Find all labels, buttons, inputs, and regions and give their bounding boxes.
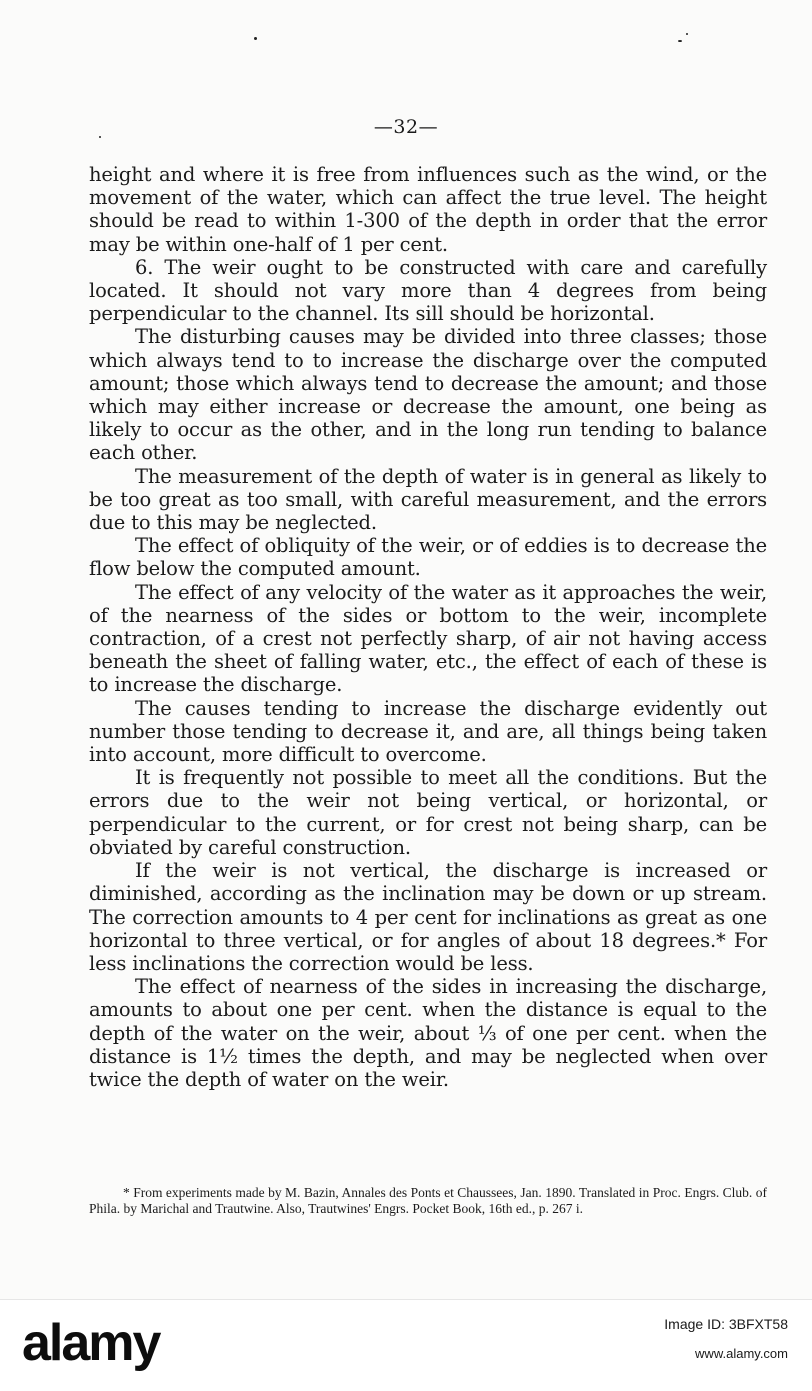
- watermark-banner: [0, 1299, 812, 1391]
- alamy-logo: [22, 1312, 198, 1376]
- paragraph: The effect of any velocity of the water as it approaches the weir, of the nearness of the sides or bottom to the weir, incomplete contraction, of a crest not perfectly sharp, of air not having access beneath the sheet of falling water, etc., the effect of each of these is to increase the discharge.: [89, 580, 767, 697]
- body-text: [89, 163, 767, 1091]
- image-id: Image ID: 3BFXT58: [664, 1316, 788, 1332]
- paragraph: height and where it is free from influences such as the wind, or the movement of the water, which can affect the true level. The height should be read to within 1-300 of the depth in order that the error may be within one-half of 1 per cent.: [89, 163, 767, 256]
- paragraph: The disturbing causes may be divided into three classes; those which always tend to to increase the discharge over the computed amount; those which always tend to decrease the amount; and those which may either increase or decrease the amount, one being as likely to occur as the other, and in the long run tending to balance each other.: [89, 325, 767, 465]
- paragraph: 6. The weir ought to be constructed with care and carefully located. It should not vary more than 4 degrees from being perpendicular to the channel. Its sill should be horizontal.: [89, 255, 767, 326]
- scan-speck: [678, 40, 682, 42]
- page-number: —32—: [373, 116, 439, 138]
- paragraph: The causes tending to increase the discharge evidently out number those tending to decrease it, and are, all things being taken into account, more difficult to overcome.: [89, 696, 767, 767]
- footnote-text: * From experiments made by M. Bazin, Annales des Ponts et Chaussees, Jan. 1890. Translated in Proc. Engrs. Club. of Phila. by Marichal and Trautwine. Also, Trautwines' Engrs. Pocket Book, 16th ed., p. 267 i.: [89, 1185, 767, 1216]
- paragraph: The effect of nearness of the sides in increasing the discharge, amounts to about one per cent. when the distance is equal to the depth of the water on the weir, about ⅓ of one per cent. when the distance is 1½ times the depth, and may be neglected when over twice the depth of water on the weir.: [89, 975, 767, 1091]
- paragraph: If the weir is not vertical, the discharge is increased or diminished, according as the inclination may be down or up stream. The correction amounts to 4 per cent for inclinations as great as one horizontal to three vertical, or for angles of about 18 degrees.* For less inclinations the correction would be less.: [89, 859, 767, 975]
- scan-speck: [254, 37, 257, 40]
- alamy-logo-text: alamy: [22, 1314, 160, 1372]
- scan-speck: [686, 33, 688, 35]
- paragraph: It is frequently not possible to meet all the conditions. But the errors due to the weir not being vertical, or horizontal, or perpendicular to the current, or for crest not being sharp, can be obviated by careful construction.: [89, 766, 767, 859]
- footnote: [89, 1185, 767, 1217]
- site-url: www.alamy.com: [695, 1346, 788, 1361]
- paragraph: The measurement of the depth of water is in general as likely to be too great as too small, with careful measurement, and the errors due to this may be neglected.: [89, 464, 767, 535]
- paragraph: The effect of obliquity of the weir, or of eddies is to decrease the flow below the computed amount.: [89, 534, 767, 581]
